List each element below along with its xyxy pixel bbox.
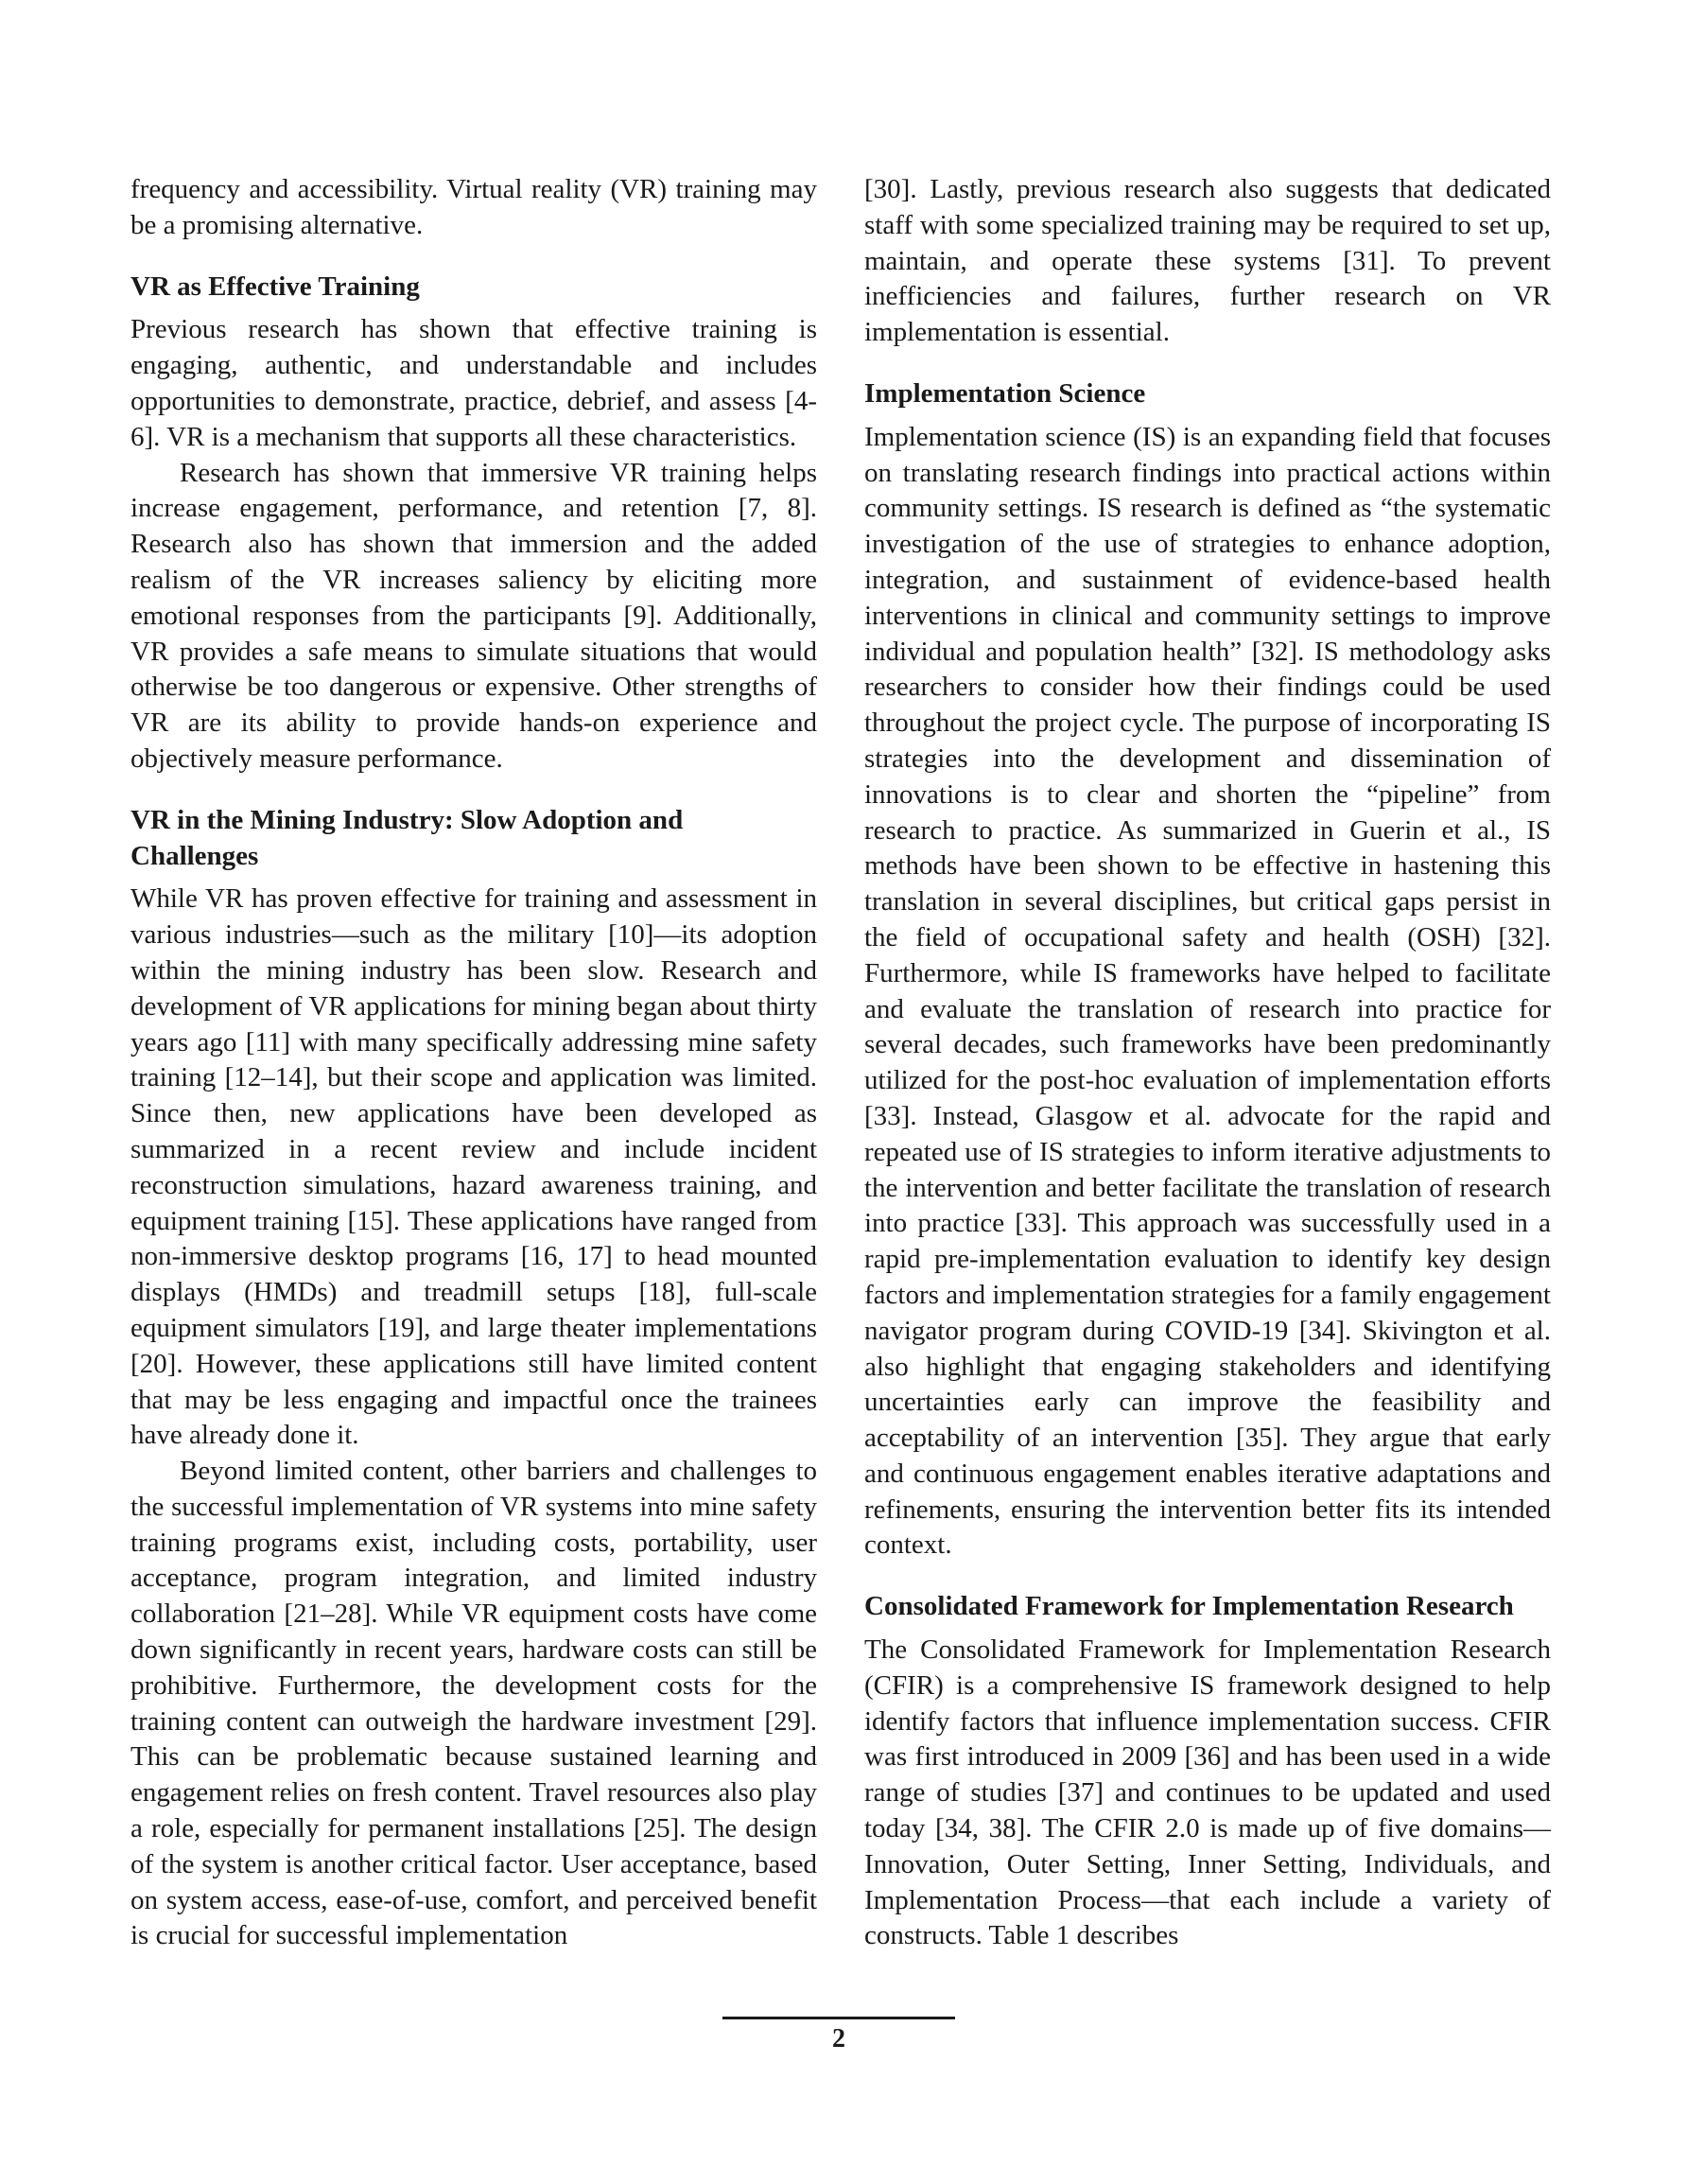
- heading-cfir: Consolidated Framework for Implementation Research: [864, 1591, 1514, 1622]
- paragraph-vr-adoption: While VR has proven effective for training and assessment in various industries—such as the military [10]—its adoption within the mining industry has been slow. Research and development of VR applications for mining began about thirty years ago [11] with many specifically addressing mine safety training [12–14], but their scope and application was limited. Since then, new applications have been developed as summarized in a recent review and include incident reconstruction simulations, hazard awareness training, and equipment training [15]. These applications have ranged from non-immersive desktop programs [16, 17] to head mounted displays (HMDs) and treadmill setups [18], full-scale equipment simulators [19], and large theater implementations [20]. However, these applications still have limited content that may be less engaging and impactful once the trainees have already done it.: [130, 883, 817, 1451]
- heading-vr-mining-industry: VR in the Mining Industry: Slow Adoption and Challenges: [130, 804, 684, 871]
- paragraph-implementation-continuation: [30]. Lastly, previous research also suggests that dedicated staff with some specialized training may be required to set up, maintain, and operate these systems [31]. To prevent inefficiencies and failures, further research on VR implementation is essential.: [864, 174, 1551, 348]
- left-column: [130, 172, 817, 1954]
- paragraph-intro-continuation: frequency and accessibility. Virtual reality (VR) training may be a promising alternative.: [130, 174, 817, 240]
- footer-rule: [722, 2017, 955, 2019]
- paragraph-cfir: The Consolidated Framework for Implementation Research (CFIR) is a comprehensive IS framework designed to help identify factors that influence implementation success. CFIR was first introduced in 2009 [36] and has been used in a wide range of studies [37] and continues to be updated and used today [34, 38]. The CFIR 2.0 is made up of five domains—Innovation, Outer Setting, Inner Setting, Individuals, and Implementation Process—that each include a variety of constructs. Table 1 describes: [864, 1634, 1551, 1951]
- right-column: [864, 172, 1551, 1954]
- heading-vr-effective-training: VR as Effective Training: [130, 271, 420, 302]
- paragraph-immersive-vr: Research has shown that immersive VR training helps increase engagement, performance, and retention [7, 8]. Research also has shown that immersion and the added realism of the VR increases saliency by eliciting more emotional responses from the participants [9]. Additionally, VR provides a safe means to simulate situations that would otherwise be too dangerous or expensive. Other strengths of VR are its ability to provide hands-on experience and objectively measure performance.: [130, 457, 817, 774]
- paragraph-effective-training: Previous research has shown that effective training is engaging, authentic, and understandable and includes opportunities to demonstrate, practice, debrief, and assess [4-6]. VR is a mechanism that supports all these characteristics.: [130, 314, 817, 452]
- paragraph-implementation-science: Implementation science (IS) is an expanding field that focuses on translating research findings into practical actions within community settings. IS research is defined as “the systematic investigation of the use of strategies to enhance adoption, integration, and sustainment of evidence-based health interventions in clinical and community settings to improve individual and population health” [32]. IS methodology asks researchers to consider how their findings could be used throughout the project cycle. The purpose of incorporating IS strategies into the development and dissemination of innovations is to clear and shorten the “pipeline” from research to practice. As summarized in Guerin et al., IS methods have been shown to be effective in hastening this translation in several disciplines, but critical gaps persist in the field of occupational safety and health (OSH) [32]. Furthermore, while IS frameworks have helped to facilitate and evaluate the translation of research into practice for several decades, such frameworks have been predominantly utilized for the post-hoc evaluation of implementation efforts [33]. Instead, Glasgow et al. advocate for the rapid and repeated use of IS strategies to inform iterative adjustments to the intervention and better facilitate the translation of research into practice [33]. This approach was successfully used in a rapid pre-implementation evaluation to identify key design factors and implementation strategies for a family engagement navigator program during COVID-19 [34]. Skivington et al. also highlight that engaging stakeholders and identifying uncertainties early can improve the feasibility and acceptability of an intervention [35]. They argue that early and continuous engagement enables iterative adaptations and refinements, ensuring the intervention better fits its intended context.: [864, 421, 1551, 1561]
- paragraph-barriers-challenges: Beyond limited content, other barriers and challenges to the successful implementation of VR systems into mine safety training programs exist, including costs, portability, user acceptance, program integration, and limited industry collaboration [21–28]. While VR equipment costs have come down significantly in recent years, hardware costs can still be prohibitive. Furthermore, the development costs for the training content can outweigh the hardware investment [29]. This can be problematic because sustained learning and engagement relies on fresh content. Travel resources also play a role, especially for permanent installations [25]. The design of the system is another critical factor. User acceptance, based on system access, ease-of-use, comfort, and perceived benefit is crucial for successful implementation: [130, 1456, 817, 1951]
- page-number: 2: [832, 2024, 845, 2053]
- heading-implementation-science: Implementation Science: [864, 377, 1146, 409]
